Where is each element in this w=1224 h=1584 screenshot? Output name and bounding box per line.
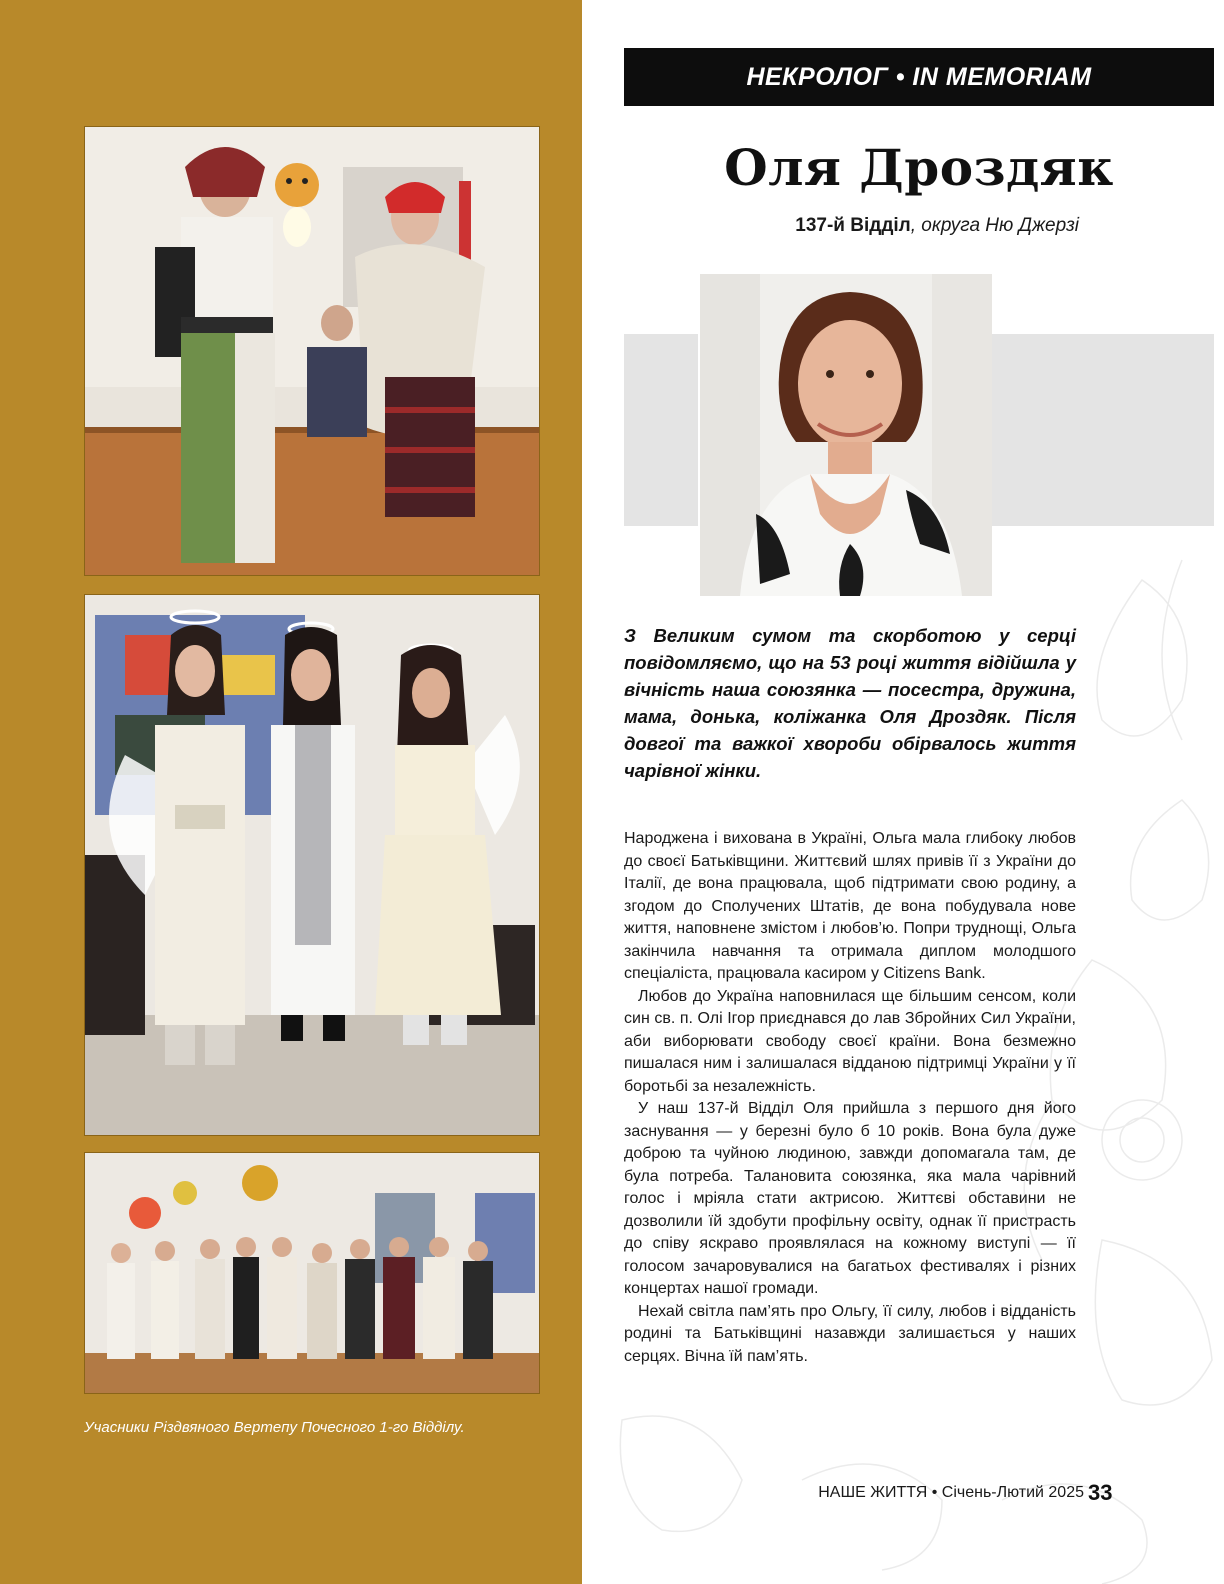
photo-group-vertep	[84, 1152, 540, 1394]
photo-angels-singing	[84, 594, 540, 1136]
publication-footer: НАШЕ ЖИТТЯ • Січень-Лютий 2025	[818, 1484, 1084, 1501]
body-paragraph: У наш 137-й Відділ Оля прийшла з першого дня його заснування — у березні було б 10 років. Вона була дуже доброю та чуйною людиною, завжди допомагала там, де була потреба. Талановита союзянка, яка мала чарівний голос і мріяла стати актрисою. Життєві обставини не дозволили їй здобути профільну освіту, однак її пристрасть до співу яскраво проявлялася на кожному виступі — її голосом зачаровувалися на багатьох фестивалях і різних концертах нашої громади.	[624, 1100, 1076, 1297]
lead-paragraph: З Великим сумом та скорботою у серці повідомляємо, що на 53 році життя відійшла у вічність наша союзянка — посестра, дружина, мама, донька, коліжанка Оля Дроздяк. Після довгої та важкої хвороби обірвалось життя чарівної жінки.	[624, 625, 1076, 781]
branch-number: 137-й Відділ	[795, 215, 911, 236]
body-paragraph: Нехай світла пам’ять про Ольгу, її силу, любов і відданість родині та Батьківщині назавжди залишається у наших серцях. Вічна їй пам’ять.	[624, 1302, 1076, 1365]
section-banner: НЕКРОЛОГ • IN MEMORIAM	[624, 48, 1214, 106]
portrait-image	[700, 274, 992, 596]
photo-vertep-performers	[84, 126, 540, 576]
obituary-name: Оля Дроздяк	[724, 138, 1114, 197]
branch-line	[624, 215, 1079, 237]
body-paragraph: Любов до Україна наповнилася ще більшим сенсом, коли син св. п. Олі Ігор приєднався до лав Збройних Сил України, аби виборювати свободу своєї країни. Вона безмежно пишалася ним і залишалася відданою підтримці України у її боротьбі за незалежність.	[624, 987, 1076, 1095]
page-number: 33	[1088, 1480, 1113, 1505]
photo-caption: Учасники Різдвяного Вертепу Почесного 1-го Відділу.	[84, 1419, 465, 1436]
gray-band-right	[992, 334, 1214, 526]
gray-band-left	[624, 334, 698, 526]
branch-region: , округа Ню Джерзі	[910, 215, 1079, 236]
vertep-performers-image	[85, 127, 539, 575]
article-body	[624, 828, 1076, 1368]
angels-singing-image	[85, 595, 539, 1135]
gold-sidebar	[0, 0, 582, 1584]
body-paragraph: Народжена і вихована в Україні, Ольга мала глибоку любов до своєї Батьківщини. Життєвий шлях привів її з України до Італії, де вона працювала, щоб підтримати свою родину, а згодом до Сполучених Штатів, де вона побудувала нове життя, наповнене змістом і любов’ю. Попри труднощі, Ольга закінчила навчання та отримала диплом молодшого спеціаліста, працювала касиром у Citizens Bank.	[624, 830, 1076, 982]
group-vertep-image	[85, 1153, 539, 1393]
portrait-photo	[700, 274, 992, 596]
